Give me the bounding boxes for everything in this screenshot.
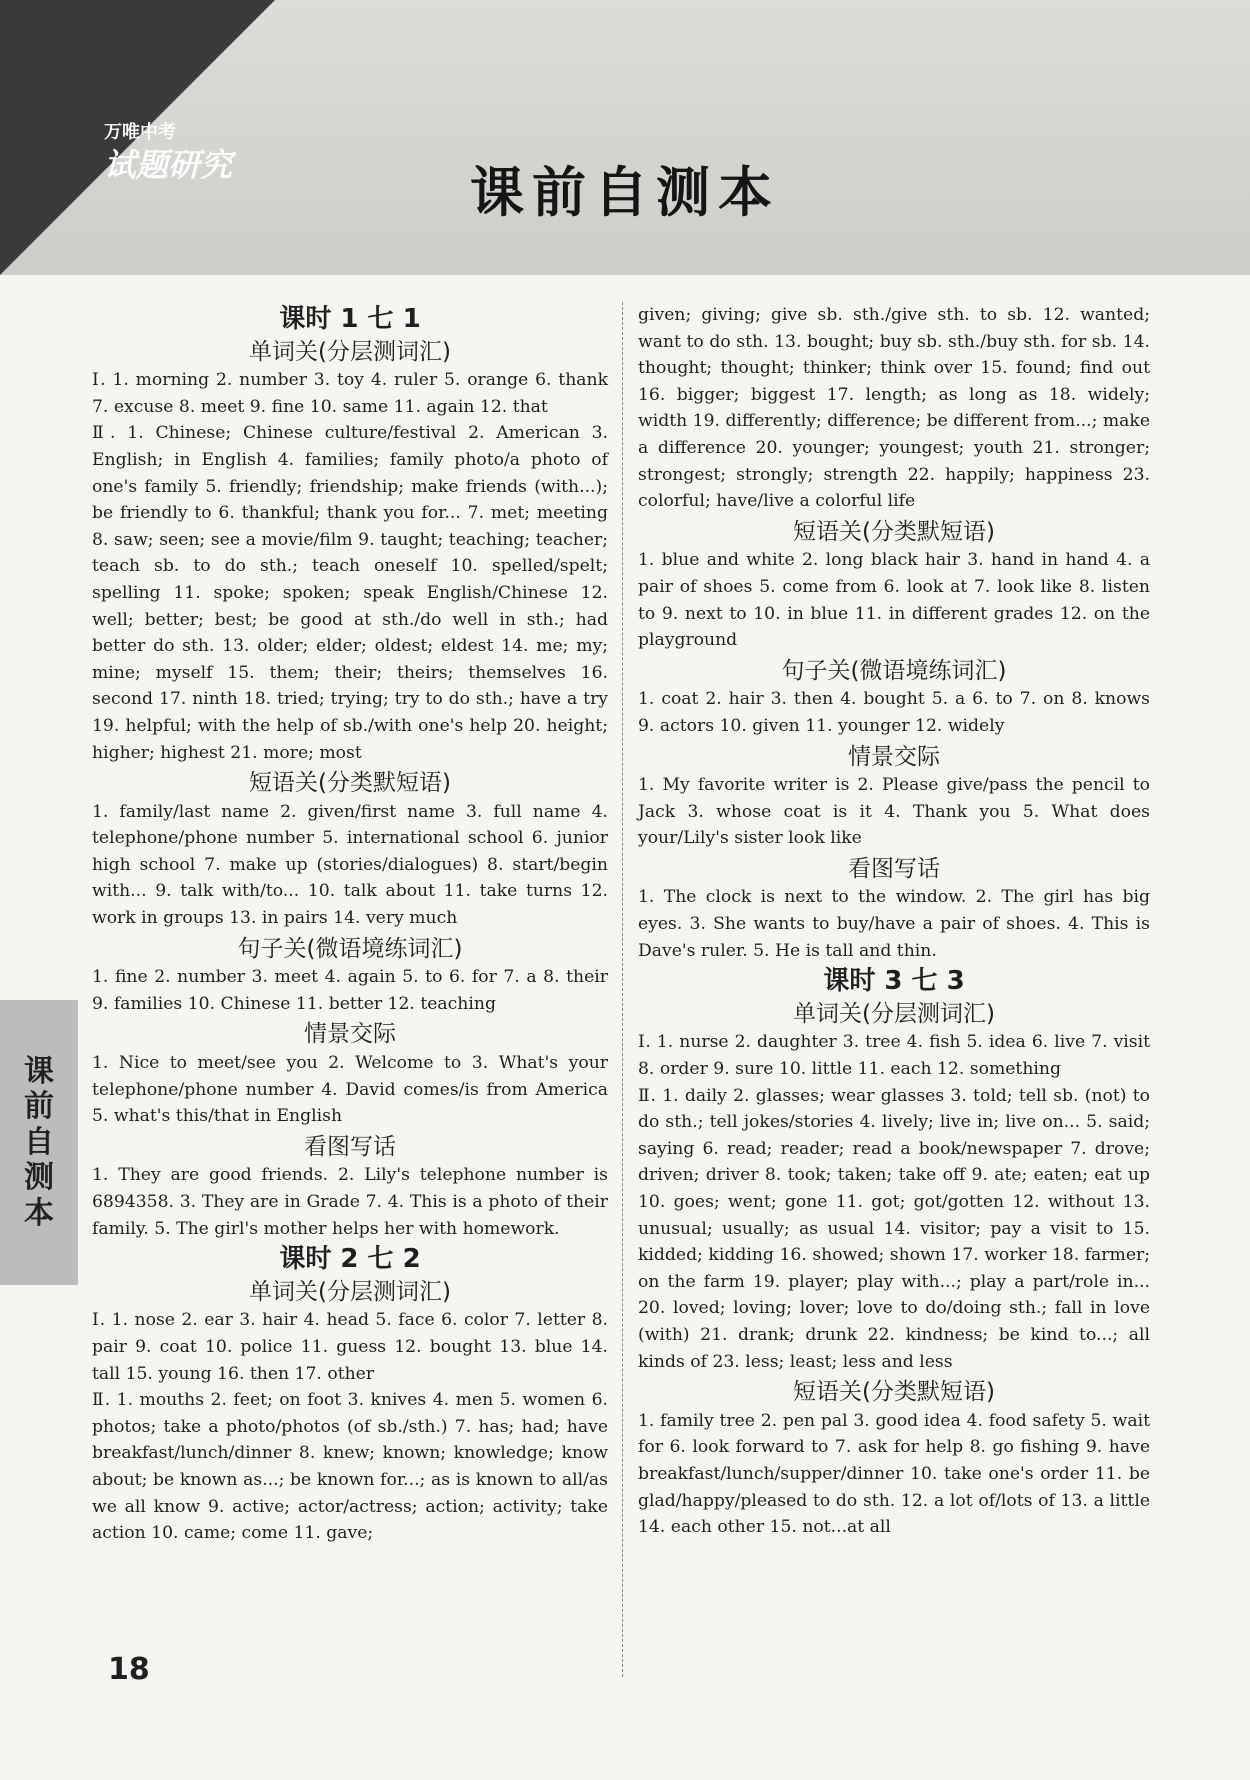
answer-paragraph: 1. coat 2. hair 3. then 4. bought 5. a 6. to 7. on 8. knows 9. actors 10. given 11. younger 12. widely bbox=[638, 689, 1150, 736]
right-column bbox=[638, 302, 1150, 1541]
brand-small: 万唯中考 bbox=[104, 122, 176, 143]
answer-paragraph: Ⅰ. 1. morning 2. number 3. toy 4. ruler 5. orange 6. thank 7. excuse 8. meet 9. fine 10. same 11. again 12. that bbox=[92, 370, 608, 417]
column-divider bbox=[622, 302, 623, 1677]
side-tab-char: 自 bbox=[24, 1124, 54, 1160]
section-heading: 句子关(微语境练词汇) bbox=[781, 657, 1007, 684]
answer-paragraph: 1. Nice to meet/see you 2. Welcome to 3. What's your telephone/phone number 4. David comes/is from America 5. what's this/that in English bbox=[92, 1053, 608, 1127]
brand-logo bbox=[104, 118, 232, 186]
answer-paragraph: 1. The clock is next to the window. 2. The girl has big eyes. 3. She wants to buy/have a pair of shoes. 4. This is Dave's ruler. 5. He is tall and thin. bbox=[638, 887, 1150, 961]
lesson-heading: 课时 3 七 3 bbox=[823, 966, 965, 997]
section-heading: 情景交际 bbox=[848, 743, 940, 770]
side-tab-char: 本 bbox=[24, 1195, 54, 1231]
lesson-heading: 课时 2 七 2 bbox=[279, 1244, 421, 1275]
answer-paragraph: Ⅱ. 1. Chinese; Chinese culture/festival 2. American 3. English; in English 4. families; family photo/a photo of one's family 5. friendly; friendship; make friends (with...); be friendly to 6. thankful; thank you for... 7. met; meeting 8. saw; seen; see a movie/film 9. taught; teaching; teacher; teach sb. to do sth.; teach oneself 10. spelled/spelt; spelling 11. spoke; spoken; speak English/Chinese 12. well; better; best; be good at sth./do well in sth.; had better do sth. 13. older; elder; oldest; eldest 14. me; my; mine; myself 15. them; their; theirs; themselves 16. second 17. ninth 18. tried; trying; try to do sth.; have a try 19. helpful; with the help of sb./with one's help 20. height; higher; highest 21. more; most bbox=[92, 423, 608, 763]
brand-large: 试题研究 bbox=[104, 146, 233, 184]
answer-paragraph: Ⅰ. 1. nurse 2. daughter 3. tree 4. fish 5. idea 6. live 7. visit 8. order 9. sure 10. little 11. each 12. something bbox=[638, 1032, 1150, 1080]
side-tab bbox=[0, 1000, 78, 1285]
side-tab-char: 课 bbox=[24, 1054, 54, 1090]
section-heading: 单词关(分层测词汇) bbox=[249, 338, 451, 365]
section-heading: 短语关(分类默短语) bbox=[249, 770, 451, 797]
answer-paragraph: given; giving; give sb. sth./give sth. to sb. 12. wanted; want to do sth. 13. bought; buy sb. sth./buy sth. for sb. 14. thought; thought; thinker; think over 15. found; find out 16. bigger; biggest 17. length; as long as 18. widely; width 19. differently; difference; be different from...; make a difference 20. younger; youngest; youth 21. stronger; strongest; strongly; strength 22. happily; happiness 23. colorful; have/live a colorful life bbox=[638, 305, 1150, 512]
answer-paragraph: 1. fine 2. number 3. meet 4. again 5. to 6. for 7. a 8. their 9. families 10. Chinese 11. better 12. teaching bbox=[92, 967, 608, 1014]
section-heading: 句子关(微语境练词汇) bbox=[237, 935, 463, 962]
page-title: 课前自测本 bbox=[470, 161, 780, 224]
section-heading: 单词关(分层测词汇) bbox=[249, 1278, 451, 1305]
page-number: 18 bbox=[108, 1652, 150, 1687]
section-heading: 看图写话 bbox=[304, 1133, 396, 1160]
section-heading: 情景交际 bbox=[304, 1021, 396, 1048]
answer-paragraph: Ⅱ. 1. daily 2. glasses; wear glasses 3. told; tell sb. (not) to do sth.; tell jokes/stories 4. lively; live in; live on... 5. said; saying 6. read; reader; read a book/newspaper 7. drove; driven; driver 8. took; taken; take off 9. ate; eaten; eat up 10. goes; went; gone 11. got; got/gotten 12. without 13. unusual; usually; as usual 14. visitor; pay a visit to 15. kidded; kidding 16. showed; shown 17. worker 18. farmer; on the farm 19. player; play with...; play a part/role in... 20. loved; loving; lover; love to do/doing sth.; fall in love (with) 21. drank; drunk 22. kindness; be kind to...; all kinds of 23. less; least; less and less bbox=[638, 1085, 1150, 1372]
answer-paragraph: 1. family tree 2. pen pal 3. good idea 4. food safety 5. wait for 6. look forward to 7. ask for help 8. go fishing 9. have breakfast/lunch/supper/dinner 10. take one's order 11. be glad/happy/pleased to do sth. 12. a lot of/lots of 13. a little 14. each other 15. not...at all bbox=[638, 1410, 1150, 1538]
answer-paragraph: Ⅱ. 1. mouths 2. feet; on foot 3. knives 4. men 5. women 6. photos; take a photo/photos (of sb./sth.) 7. has; had; have breakfast/lunch/dinner 8. knew; known; knowledge; know about; be known as...; be known for...; as is known to all/as we all know 9. active; actor/actress; action; activity; take action 10. came; come 11. gave; bbox=[92, 1390, 608, 1544]
section-heading: 看图写话 bbox=[848, 855, 940, 882]
section-heading: 单词关(分层测词汇) bbox=[793, 1000, 995, 1027]
side-tab-char: 前 bbox=[24, 1089, 54, 1125]
section-heading: 短语关(分类默短语) bbox=[793, 518, 995, 545]
answer-paragraph: 1. My favorite writer is 2. Please give/pass the pencil to Jack 3. whose coat is it 4. Thank you 5. What does your/Lily's sister look like bbox=[638, 775, 1150, 849]
left-column bbox=[92, 302, 608, 1547]
side-tab-char: 测 bbox=[24, 1160, 54, 1196]
answer-paragraph: 1. blue and white 2. long black hair 3. hand in hand 4. a pair of shoes 5. come from 6. look at 7. look like 8. listen to 9. next to 10. in blue 11. in different grades 12. on the playground bbox=[638, 550, 1150, 651]
lesson-heading: 课时 1 七 1 bbox=[279, 304, 421, 334]
answer-paragraph: Ⅰ. 1. nose 2. ear 3. hair 4. head 5. face 6. color 7. letter 8. pair 9. coat 10. police 11. guess 12. bought 13. blue 14. tall 15. young 16. then 17. other bbox=[92, 1310, 608, 1384]
answer-paragraph: 1. family/last name 2. given/first name 3. full name 4. telephone/phone number 5. international school 6. junior high school 7. make up (stories/dialogues) 8. start/begin with... 9. talk with/to... 10. talk about 11. take turns 12. work in groups 13. in pairs 14. very much bbox=[92, 801, 608, 929]
answer-paragraph: 1. They are good friends. 2. Lily's telephone number is 6894358. 3. They are in Grade 7. 4. This is a photo of their family. 5. The girl's mother helps her with homework. bbox=[92, 1165, 608, 1239]
section-heading: 短语关(分类默短语) bbox=[793, 1379, 995, 1406]
